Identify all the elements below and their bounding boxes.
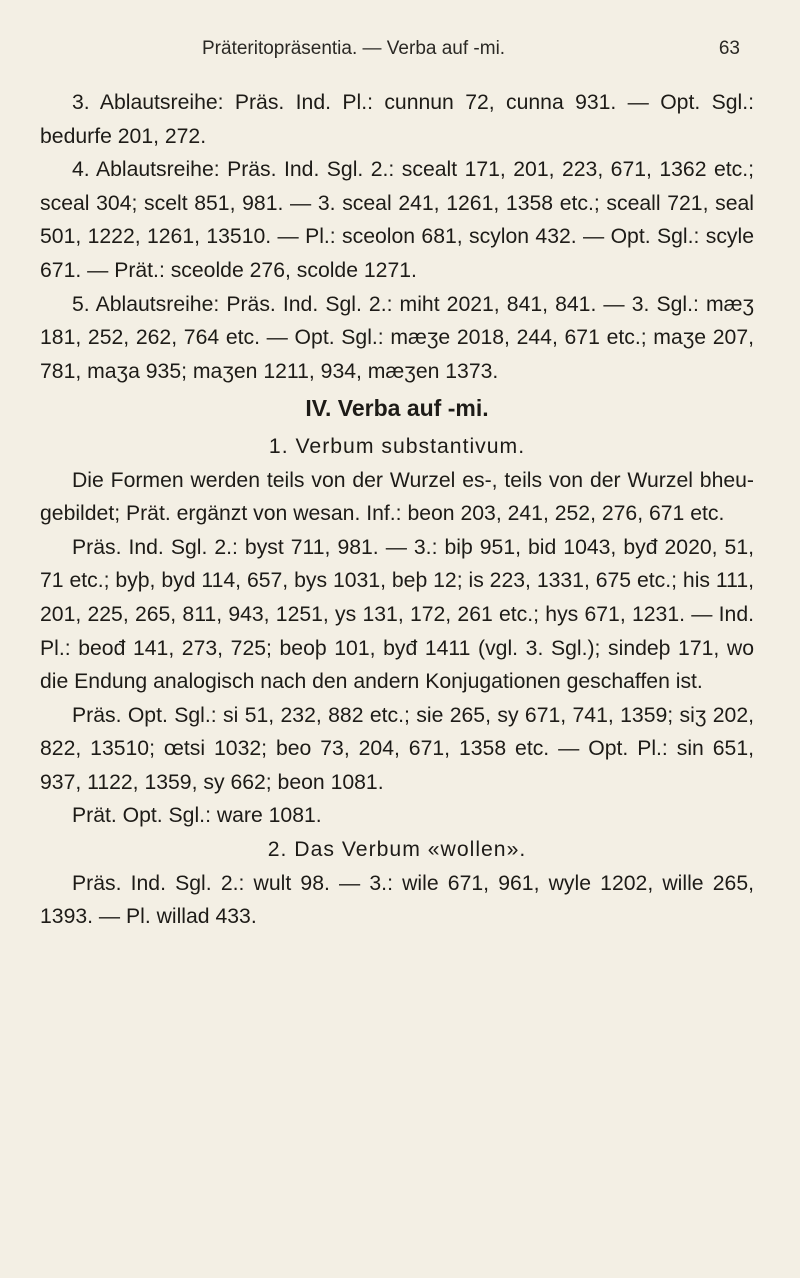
- para-text: Präs. Ind. Sgl. 2.: byst 711, 981. — 3.: biþ 951, bid 1043, byđ 2020, 51, 71 etc.; byþ, byd 114, 657, bys 1031, beþ 12; is 223, 1331, 675 etc.; his 111, 201, 225, 265, 811, 943, 1251, ys 131, 172, 261 etc.; hys 671, 1231. — Ind. Pl.: beođ 141, 273, 725; beoþ 101, byđ 1411 (vgl. 3. Sgl.); sindeþ 171, wo die Endung analogisch nach den andern Konjugationen geschaffen ist.: [40, 535, 754, 694]
- para-text: Präs. Ind. Sgl. 2.: wult 98. — 3.: wile 671, 961, wyle 1202, wille 265, 1393. — Pl. willad 433.: [40, 871, 754, 929]
- page-header: [72, 38, 740, 68]
- paragraph-wollen: [40, 867, 754, 934]
- subsection-heading-wollen: 2. Das Verbum «wollen».: [267, 838, 527, 862]
- paragraph-ablautsreihe-3: [40, 86, 754, 153]
- para-text: 4. Ablautsreihe: Präs. Ind. Sgl. 2.: scealt 171, 201, 223, 671, 1362 etc.; sceal 304; scelt 851, 981. — 3. sceal 241, 1261, 1358 etc.; sceall 721, seal 501, 1222, 1261, 13510. — Pl.: sceolon 681, scylon 432. — Opt. Sgl.: scyle 671. — Prät.: sceolde 276, scolde 1271.: [40, 158, 754, 282]
- para-text: 3. Ablautsreihe: Präs. Ind. Pl.: cunnun 72, cunna 931. — Opt. Sgl.: bedurfe 201, 272.: [40, 91, 754, 148]
- page-number: 63: [718, 38, 740, 59]
- paragraph-formen: [40, 464, 754, 531]
- page-body: [40, 86, 754, 934]
- paragraph-ablautsreihe-4: [40, 153, 754, 287]
- running-title: Präteritopräsentia. — Verba auf -mi.: [202, 38, 506, 59]
- paragraph-ablautsreihe-5: [40, 288, 754, 389]
- para-text: Prät. Opt. Sgl.: ware 1081.: [72, 804, 322, 828]
- para-text: Die Formen werden teils von der Wurzel es-, teils von der Wurzel bheu- gebildet; Prät. ergänzt von wesan. Inf.: beon 203, 241, 252, 276, 671 etc.: [40, 468, 754, 526]
- paragraph-praes-ind: [40, 531, 754, 699]
- para-text: Präs. Opt. Sgl.: si 51, 232, 882 etc.; sie 265, sy 671, 741, 1359; siʒ 202, 822, 13510; œtsi 1032; beo 73, 204, 671, 1358 etc. — Opt. Pl.: sin 651, 937, 1122, 1359, sy 662; beon 1081.: [40, 703, 754, 794]
- section-heading: IV. Verba auf -mi.: [305, 395, 489, 422]
- para-text: 5. Ablautsreihe: Präs. Ind. Sgl. 2.: miht 2021, 841, 841. — 3. Sgl.: mæʒ 181, 252, 262, 764 etc. — Opt. Sgl.: mæʒe 2018, 244, 671 etc.; maʒe 207, 781, maʒa 935; maʒen 1211, 934, mæʒen 1373.: [40, 292, 754, 383]
- paragraph-praes-opt: [40, 699, 754, 800]
- subsection-heading-verbum-substantivum: 1. Verbum substantivum.: [268, 434, 526, 458]
- paragraph-praet-opt: [40, 799, 754, 833]
